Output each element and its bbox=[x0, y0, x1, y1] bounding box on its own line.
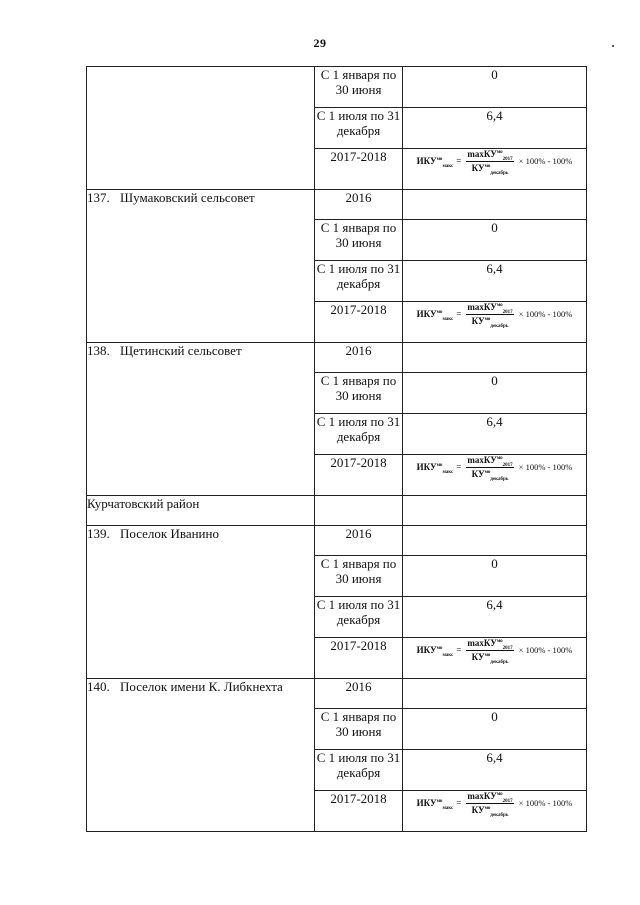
formula-fraction bbox=[466, 302, 513, 327]
formula-equals: = bbox=[456, 798, 462, 809]
formula-lhs: $ИКУ^{мо}_{макс}$ bbox=[416, 797, 454, 811]
index-formula bbox=[417, 149, 573, 174]
period-cell: 2017-2018 bbox=[315, 791, 403, 832]
formula-numerator: maxКУ$^{мо}_{2017}$ bbox=[467, 149, 513, 162]
period-cell: С 1 января по 30 июня bbox=[315, 556, 403, 597]
formula-denominator: $КУ^{мо}_{декабрь}$ bbox=[471, 651, 509, 665]
table-row bbox=[87, 67, 587, 108]
formula-cell bbox=[403, 638, 587, 679]
formula-fraction bbox=[466, 791, 513, 816]
formula-tail: × 100% - 100% bbox=[518, 798, 573, 809]
table-row bbox=[87, 343, 587, 373]
period-cell: 2017-2018 bbox=[315, 149, 403, 190]
formula-cell bbox=[403, 455, 587, 496]
value-cell: 0 bbox=[403, 373, 587, 414]
index-formula bbox=[417, 302, 573, 327]
formula-tail: × 100% - 100% bbox=[518, 645, 573, 656]
formula-lhs: $ИКУ^{мо}_{макс}$ bbox=[416, 308, 454, 322]
formula bbox=[416, 302, 573, 329]
value-cell bbox=[403, 343, 587, 373]
value-cell: 6,4 bbox=[403, 108, 587, 149]
municipality-name: Шумаковский сельсовет bbox=[120, 190, 255, 205]
table-row bbox=[87, 190, 587, 220]
formula-denominator: $КУ^{мо}_{декабрь}$ bbox=[471, 804, 509, 818]
year-cell: 2016 bbox=[315, 190, 403, 220]
formula bbox=[416, 149, 573, 176]
table-row bbox=[87, 526, 587, 556]
page-number: 29 bbox=[313, 36, 327, 50]
formula-fraction bbox=[466, 638, 513, 663]
value-cell: 0 bbox=[403, 67, 587, 108]
municipality-name-cell bbox=[87, 679, 315, 832]
period-cell: С 1 января по 30 июня bbox=[315, 67, 403, 108]
value-cell: 6,4 bbox=[403, 261, 587, 302]
formula-denominator: $КУ^{мо}_{декабрь}$ bbox=[471, 315, 509, 329]
formula-equals: = bbox=[456, 309, 462, 320]
value-cell: 0 bbox=[403, 709, 587, 750]
district-row bbox=[87, 496, 587, 526]
formula-numerator: maxКУ$^{мо}_{2017}$ bbox=[467, 455, 513, 468]
scan-speck bbox=[612, 45, 614, 47]
formula-tail: × 100% - 100% bbox=[518, 309, 573, 320]
empty-cell bbox=[315, 496, 403, 526]
formula-lhs: $ИКУ^{мо}_{макс}$ bbox=[416, 155, 454, 169]
municipality-name: Щетинский сельсовет bbox=[120, 343, 242, 358]
index-formula bbox=[417, 455, 573, 480]
value-cell: 6,4 bbox=[403, 597, 587, 638]
municipality-name: Поселок имени К. Либкнехта bbox=[120, 679, 283, 694]
tariff-table bbox=[86, 66, 587, 832]
municipality-name-cell bbox=[87, 526, 315, 679]
index-formula bbox=[417, 791, 573, 816]
formula-equals: = bbox=[456, 156, 462, 167]
formula-denominator: $КУ^{мо}_{декабрь}$ bbox=[471, 162, 509, 176]
continued-name-cell bbox=[87, 67, 315, 190]
row-number: 139. bbox=[87, 526, 110, 541]
formula-tail: × 100% - 100% bbox=[518, 156, 573, 167]
value-cell: 0 bbox=[403, 220, 587, 261]
period-cell: С 1 июля по 31 декабря bbox=[315, 597, 403, 638]
formula-numerator: maxКУ$^{мо}_{2017}$ bbox=[467, 791, 513, 804]
formula-numerator: maxКУ$^{мо}_{2017}$ bbox=[467, 302, 513, 315]
formula-cell bbox=[403, 302, 587, 343]
formula-fraction bbox=[466, 149, 513, 174]
formula bbox=[416, 638, 573, 665]
year-cell: 2016 bbox=[315, 343, 403, 373]
formula-tail: × 100% - 100% bbox=[518, 462, 573, 473]
period-cell: С 1 июля по 31 декабря bbox=[315, 261, 403, 302]
value-cell bbox=[403, 526, 587, 556]
formula-equals: = bbox=[456, 462, 462, 473]
formula-fraction bbox=[466, 455, 513, 480]
period-cell: С 1 июля по 31 декабря bbox=[315, 414, 403, 455]
district-name: Курчатовский район bbox=[87, 496, 315, 526]
value-cell: 0 bbox=[403, 556, 587, 597]
formula-numerator: maxКУ$^{мо}_{2017}$ bbox=[467, 638, 513, 651]
municipality-name: Поселок Иванино bbox=[120, 526, 219, 541]
formula-equals: = bbox=[456, 645, 462, 656]
formula-lhs: $ИКУ^{мо}_{макс}$ bbox=[416, 461, 454, 475]
municipality-name-cell bbox=[87, 190, 315, 343]
period-cell: С 1 января по 30 июня bbox=[315, 373, 403, 414]
period-cell: С 1 июля по 31 декабря bbox=[315, 750, 403, 791]
year-cell: 2016 bbox=[315, 679, 403, 709]
formula-denominator: $КУ^{мо}_{декабрь}$ bbox=[471, 468, 509, 482]
value-cell: 6,4 bbox=[403, 750, 587, 791]
formula-cell bbox=[403, 791, 587, 832]
table-row bbox=[87, 679, 587, 709]
formula-cell bbox=[403, 149, 587, 190]
value-cell: 6,4 bbox=[403, 414, 587, 455]
formula-lhs: $ИКУ^{мо}_{макс}$ bbox=[416, 644, 454, 658]
row-number: 138. bbox=[87, 343, 110, 358]
index-formula bbox=[417, 638, 573, 663]
formula bbox=[416, 455, 573, 482]
row-number: 140. bbox=[87, 679, 110, 694]
row-number: 137. bbox=[87, 190, 110, 205]
year-cell: 2016 bbox=[315, 526, 403, 556]
period-cell: С 1 января по 30 июня bbox=[315, 709, 403, 750]
value-cell bbox=[403, 679, 587, 709]
period-cell: 2017-2018 bbox=[315, 638, 403, 679]
period-cell: 2017-2018 bbox=[315, 302, 403, 343]
period-cell: 2017-2018 bbox=[315, 455, 403, 496]
empty-cell bbox=[403, 496, 587, 526]
period-cell: С 1 января по 30 июня bbox=[315, 220, 403, 261]
period-cell: С 1 июля по 31 декабря bbox=[315, 108, 403, 149]
value-cell bbox=[403, 190, 587, 220]
formula bbox=[416, 791, 573, 818]
municipality-name-cell bbox=[87, 343, 315, 496]
